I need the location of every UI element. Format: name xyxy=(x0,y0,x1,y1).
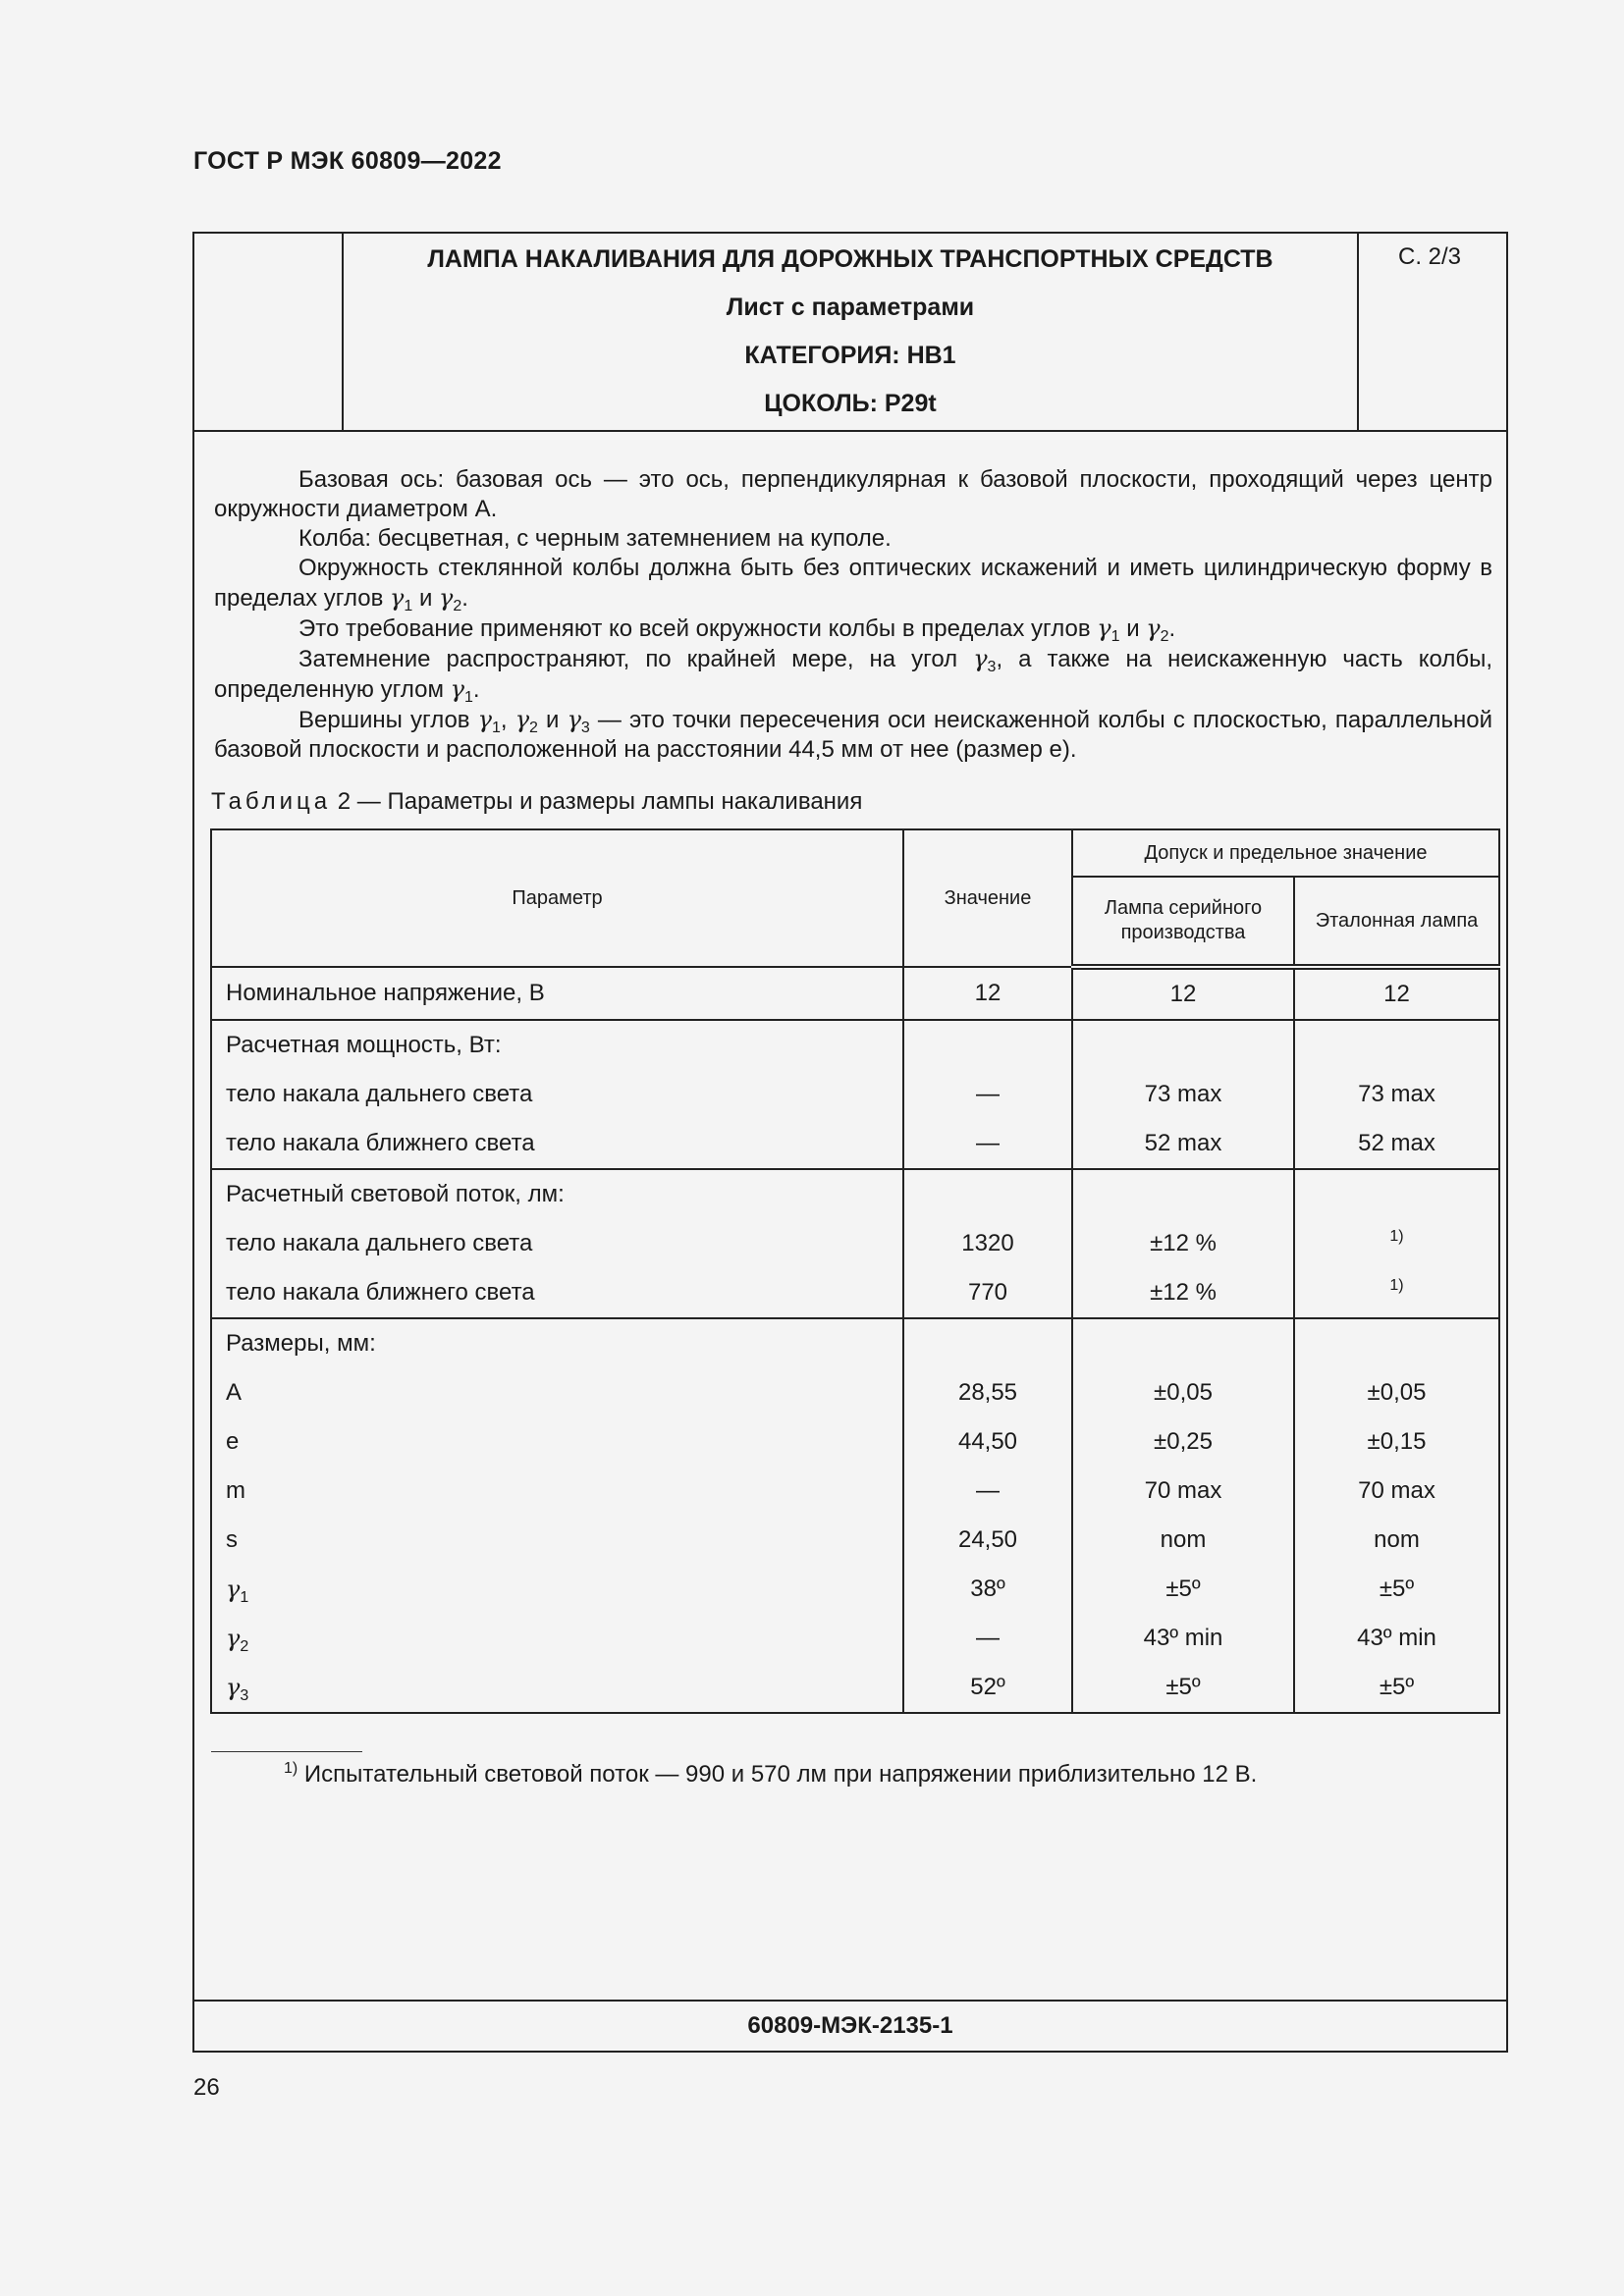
lamp-base: ЦОКОЛЬ: P29t xyxy=(764,390,937,417)
table-row: $\gamma_3$ 52º ±5º ±5º xyxy=(211,1663,1499,1713)
table-row: Расчетный световой поток, лм: xyxy=(211,1169,1499,1219)
footnote-reference: 1) xyxy=(1389,1228,1404,1245)
header-tolerance: Допуск и предельное значение xyxy=(1072,829,1499,877)
lamp-category: КАТЕГОРИЯ: HB1 xyxy=(744,342,956,369)
table-row: e 44,50 ±0,25 ±0,15 xyxy=(211,1417,1499,1467)
table-row: тело накала ближнего света — 52 max 52 max xyxy=(211,1119,1499,1169)
body-text xyxy=(214,465,1492,765)
title-block-right-cell xyxy=(1357,234,1506,430)
paragraph-obscuration: Затемнение распространяют, по крайней мере, на угол $\gamma_3$, а также на неискаженную часть колбы, определенную углом $\gamma_1$. xyxy=(214,645,1493,706)
table-caption-text: 2 — Параметры и размеры лампы накаливания xyxy=(337,788,863,815)
table-row: $\gamma_2$ — 43º min 43º min xyxy=(211,1614,1499,1663)
table-row: A 28,55 ±0,05 ±0,05 xyxy=(211,1368,1499,1417)
sheet-page-ref: С. 2/3 xyxy=(1398,243,1462,270)
parameter-sheet xyxy=(192,232,1508,2053)
footnote-mark: 1) xyxy=(284,1760,298,1777)
footnote-reference: 1) xyxy=(1389,1277,1404,1294)
parameters-table xyxy=(210,828,1500,1714)
table-row: Расчетная мощность, Вт: xyxy=(211,1020,1499,1070)
header-serial-lamp: Лампа серийного производства xyxy=(1072,877,1294,967)
sheet-code: 60809-МЭК-2135-1 xyxy=(194,2000,1506,2051)
paragraph-angle-vertices: Вершины углов $\gamma_1$, $\gamma_2$ и $\gamma_3$ — это точки пересечения оси неискаженной колбы с плоскостью, параллельной базовой плоскости и расположенной на расстоянии 44,5 мм от нее (размер e). xyxy=(214,706,1493,763)
footnote-divider xyxy=(211,1751,362,1752)
paragraph-glass-circumference: Окружность стеклянной колбы должна быть без оптических искажений и иметь цилиндрическую форму в пределах углов $\gamma_1$ и $\gamma_2$. xyxy=(214,555,1492,614)
header-parameter: Параметр xyxy=(211,829,903,967)
table-row: m — 70 max 70 max xyxy=(211,1467,1499,1516)
table-row: тело накала дальнего света 1320 ±12 % $^{1)}$ xyxy=(211,1219,1499,1268)
sheet-title: ЛАМПА НАКАЛИВАНИЯ ДЛЯ ДОРОЖНЫХ ТРАНСПОРТНЫХ СРЕДСТВ xyxy=(427,245,1273,273)
table-caption-label: Таблица xyxy=(211,788,332,815)
footnote xyxy=(284,1761,1257,1789)
header-reference-lamp: Эталонная лампа xyxy=(1294,877,1499,967)
title-block-left-cell xyxy=(194,234,344,430)
paragraph-reference-axis: Базовая ось: базовая ось — это ось, перпендикулярная к базовой плоскости, проходящий через центр окружности диаметром A. xyxy=(214,466,1492,522)
table-row: s 24,50 nom nom xyxy=(211,1516,1499,1565)
paragraph-requirement: Это требование применяют ко всей окружности колбы в пределах углов $\gamma_1$ и $\gamma_2$. xyxy=(298,614,1176,645)
sheet-subtitle: Лист с параметрами xyxy=(726,294,975,321)
footnote-text: Испытательный световой поток — 990 и 570 лм при напряжении приблизительно 12 В. xyxy=(303,1761,1258,1788)
table-caption xyxy=(211,788,862,816)
header-value: Значение xyxy=(903,829,1072,967)
paragraph-bulb: Колба: бесцветная, с черным затемнением на куполе. xyxy=(298,525,892,552)
title-block-center xyxy=(342,234,1359,430)
table-row: тело накала ближнего света 770 ±12 % $^{1)}$ xyxy=(211,1268,1499,1318)
table-row: Номинальное напряжение, В 12 12 12 xyxy=(211,967,1499,1020)
table-row: тело накала дальнего света — 73 max 73 max xyxy=(211,1070,1499,1119)
document-header: ГОСТ Р МЭК 60809—2022 xyxy=(193,147,502,175)
page-number: 26 xyxy=(193,2074,220,2101)
table-row: $\gamma_1$ 38º ±5º ±5º xyxy=(211,1565,1499,1614)
table-row: Размеры, мм: xyxy=(211,1318,1499,1368)
title-block xyxy=(194,234,1506,432)
